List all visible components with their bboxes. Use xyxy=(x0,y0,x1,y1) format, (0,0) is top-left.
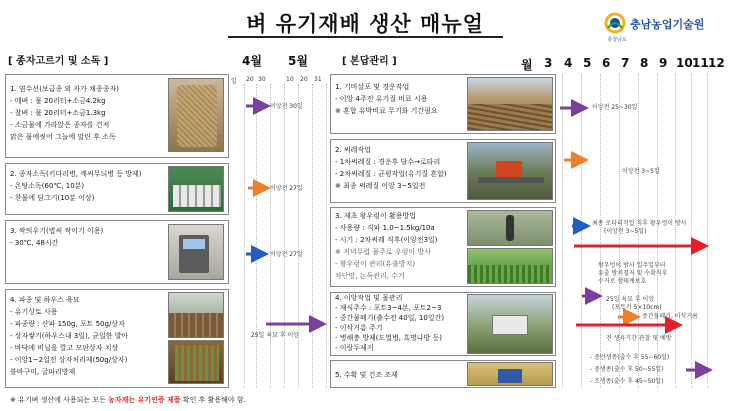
footnote-suffix: 확인 후 활용해야 함. xyxy=(180,396,246,404)
step-text: - 1차써레질 : 경운후 담수→로타리 xyxy=(335,158,441,166)
step-text: ※ 혼합 유박비료 무기화 기간필요 xyxy=(335,107,438,115)
step-text: - 유기상토 사용 xyxy=(10,308,58,316)
page-title: 벼 유기재배 생산 매뉴얼 xyxy=(246,12,484,36)
timing-note: 이앙전 25~30일 xyxy=(592,104,638,111)
step-text: - 찰벼 : 물 20리터+소금1.3kg xyxy=(10,109,106,117)
step-text: - 온탕소독(60℃, 10분) xyxy=(10,182,85,190)
timing-note: 유출 방지철저 및 수확직후 xyxy=(598,270,668,277)
step-text: - 찬물에 담그기(10분 이상) xyxy=(10,194,95,202)
timing-note: (이앙전 3~5일) xyxy=(604,228,647,235)
step-text: - 이앙1~2일전 상자처리제(50g/상자) xyxy=(10,356,128,364)
timing-note: 전 생육기간 관찰 및 예방 xyxy=(606,335,672,342)
greenhouse-photo xyxy=(168,292,224,338)
step-text: ※ 저녁무렵 물주로 우렁이 방사 xyxy=(335,248,431,256)
step-text: - 왕우렁이 관리(유출방지) xyxy=(335,260,416,268)
org-logo-icon xyxy=(604,12,626,34)
footnote-highlight: 농자재는 유기인증 제품 xyxy=(108,396,181,404)
step-text: - 30℃, 48시간 xyxy=(10,239,59,247)
step-text: - 이앙 4주전 유기질 비료 시용 xyxy=(335,95,428,103)
step-text: 3. 제초 왕우렁이 활용방법 xyxy=(335,212,416,220)
step-text: - 병해충 방제(도열병, 흑명나방 등) xyxy=(335,334,443,342)
left-section-title: [ 종자고르기 및 소독 ] xyxy=(8,56,109,67)
nursery-tray-photo xyxy=(168,340,224,384)
left-tick: 일 xyxy=(231,78,237,85)
left-tick: 30 xyxy=(258,76,266,83)
right-month-8: 8 xyxy=(640,56,649,70)
step-text: - 2차써레질 : 균평작업(유기질 혼합) xyxy=(335,170,447,178)
step-text: - 이삭거름 주기 xyxy=(335,324,383,332)
title-underline xyxy=(228,36,503,38)
step-text: - 이랑두제거 xyxy=(335,344,374,352)
step-text: - 사용량 : 직파 1.0~1.5kg/10a xyxy=(335,224,435,232)
left-tick: 31 xyxy=(314,76,322,83)
step-text: 2. 써레작업 xyxy=(335,146,371,154)
step-text: - 재식주수 : 포트3~4본, 포트2~3 xyxy=(335,304,442,312)
timing-note: 왕우렁이 방사 일주일부터 xyxy=(598,262,666,269)
right-month-3: 3 xyxy=(544,56,553,70)
footnote xyxy=(10,395,246,405)
step-text: - 시기 : 2차써레 직후(이앙전3일) xyxy=(335,236,438,244)
timing-note: 이앙전 27일 xyxy=(270,185,303,192)
hot-water-tank-photo xyxy=(168,166,224,212)
timing-note: - 중만생종(출수 후 55~60일) xyxy=(590,354,670,361)
step-text: - 상자쌓기(하우스내 3일), 균일한 발아 xyxy=(10,332,129,340)
germination-machine-photo xyxy=(168,224,224,280)
left-tick: 20 xyxy=(300,76,308,83)
rice-paddy-photo xyxy=(467,248,553,284)
step-text: ※ 최종 써레질 이앙 3~5일전 xyxy=(335,182,426,190)
timing-note: 수거로 생태계보호 xyxy=(598,278,647,285)
harvest-photo xyxy=(467,362,553,386)
right-month-label: 월 xyxy=(521,58,533,72)
timing-note: 25일 육묘 후 이앙 xyxy=(250,332,300,339)
right-month-12: 12 xyxy=(708,56,725,70)
timing-note: 이앙전 30일 xyxy=(270,103,303,110)
org-sub-label: 충청남도 xyxy=(607,37,627,43)
right-month-4: 4 xyxy=(564,56,573,70)
snail-release-photo xyxy=(467,210,553,246)
left-tick: 20 xyxy=(246,76,254,83)
step-text: 3. 싹틔우기(볍씨 싹이기 이용) xyxy=(10,227,104,235)
timing-note: 이앙전 3~5일 xyxy=(622,168,660,175)
timing-note: (포트키 5×10cm) xyxy=(612,304,662,311)
timing-note: 25일 육묘 후 이앙 xyxy=(606,296,655,303)
right-section-title: [ 본답관리 ] xyxy=(342,56,397,67)
org-name: 충남농업기술원 xyxy=(630,18,705,31)
step-text: 4. 파종 및 하우스 육묘 xyxy=(10,296,80,304)
step-text: 맑은 물에씻어 그늘에 말린 후 소독 xyxy=(10,133,116,141)
left-month-5: 5월 xyxy=(288,54,308,68)
step-text: 4. 이앙작업 및 물관리 xyxy=(335,294,403,302)
step-text: 2. 종자소독(키다리병, 깨씨무늬병 등 방제) xyxy=(10,170,142,178)
seed-bucket-photo xyxy=(168,78,224,152)
right-month-11: 11 xyxy=(692,56,709,70)
step-text: 5. 수확 및 건조 조제 xyxy=(335,371,398,379)
step-text: 1. 기비살포 및 경운작업 xyxy=(335,83,410,91)
right-month-10: 10 xyxy=(676,56,693,70)
timing-note: 최종 로타리작업 직후 왕우렁이 방사 xyxy=(592,220,687,227)
timing-note: - 중생종(출수 후 50~55일) xyxy=(590,366,664,373)
step-text: 블바구미, 굴파리방제 xyxy=(10,368,76,376)
timing-note: 중간물떼기, 이삭거름 xyxy=(642,313,698,320)
left-tick: 10 xyxy=(286,76,294,83)
org-logo xyxy=(604,12,722,52)
timing-note: 이앙전 27일 xyxy=(270,251,303,258)
left-timeline xyxy=(230,84,330,388)
timing-note: - 조생종(출수 후 45~50일) xyxy=(590,378,664,385)
step-text: - 파종량 : 산파 150g, 포트 50g/상자 xyxy=(10,320,125,328)
right-month-7: 7 xyxy=(621,56,630,70)
step-text: 1. 염수선(보급종 외 자가 채종종자) xyxy=(10,85,119,93)
tractor-photo xyxy=(467,142,553,200)
step-text: - 중간물떼기(출수전 40일, 10일간) xyxy=(335,314,445,322)
step-text: - 소금물에 가라앉은 종자를 건져 xyxy=(10,121,110,129)
step-text: 차단망, 논둑관리, 수거 xyxy=(335,272,405,280)
right-month-6: 6 xyxy=(602,56,611,70)
step-text: - 바닥에 비닐을 깔고 모판상자 치상 xyxy=(10,344,119,352)
left-month-4: 4월 xyxy=(242,54,262,68)
right-month-5: 5 xyxy=(583,56,592,70)
field-plowing-photo xyxy=(467,77,553,131)
step-text: - 메벼 : 물 20리터+소금4.2kg xyxy=(10,97,106,105)
footnote-prefix: ※ 유기벼 생산에 사용되는 모든 xyxy=(10,396,109,404)
right-month-9: 9 xyxy=(659,56,668,70)
rice-transplanter-photo xyxy=(467,294,553,354)
